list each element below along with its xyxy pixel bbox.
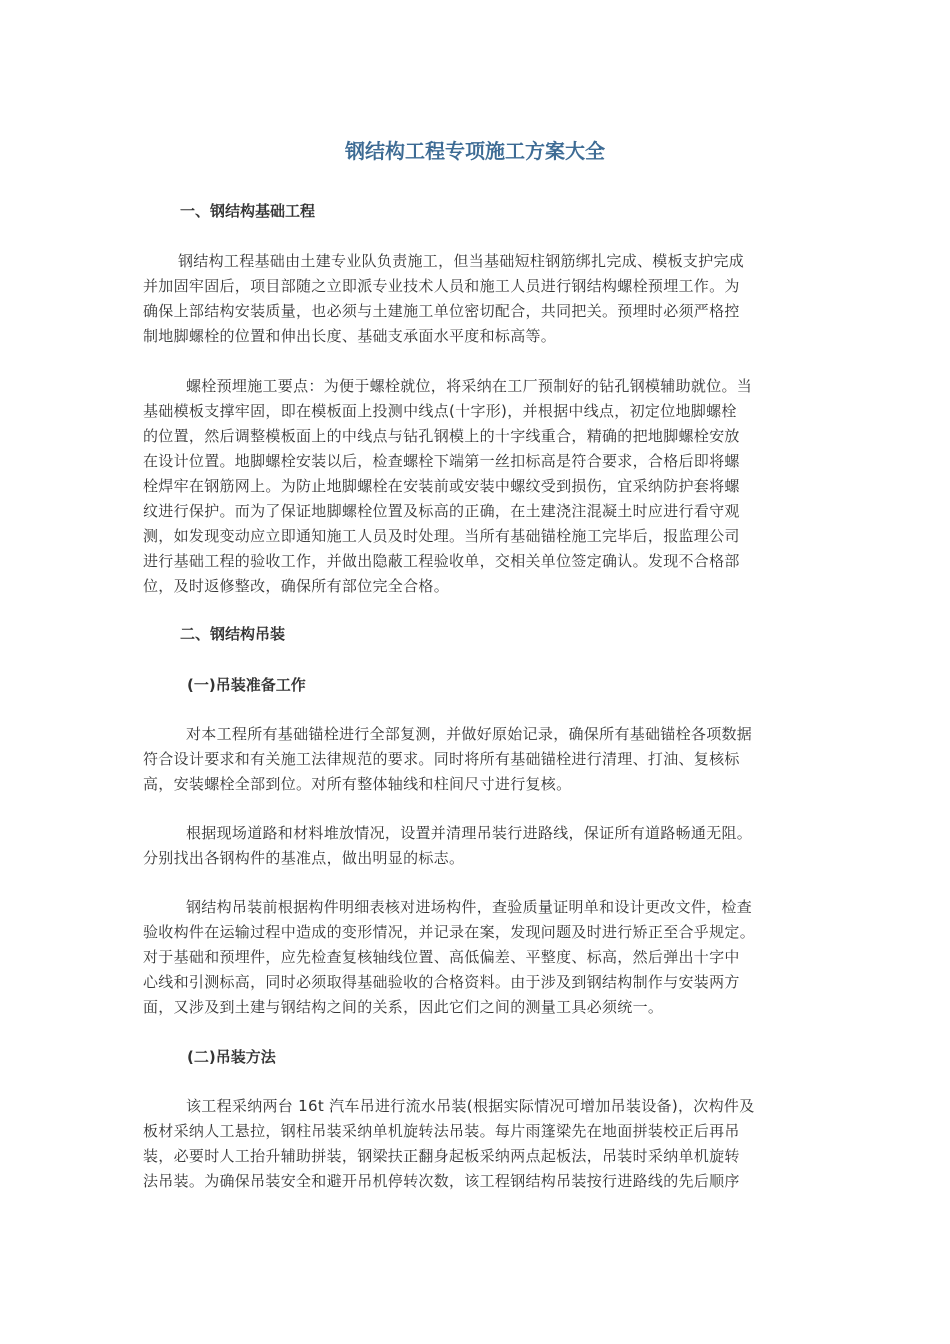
- paragraph-line: 在设计位置。地脚螺栓安装以后，检查螺栓下端第一丝扣标高是符合要求，合格后即将螺: [143, 452, 740, 470]
- section-heading-foundation: 一、钢结构基础工程: [180, 202, 316, 220]
- paragraph-line: 心线和引测标高，同时必须取得基础验收的合格资料。由于涉及到钢结构制作与安装两方: [143, 973, 740, 991]
- paragraph-hoisting-method: [143, 1094, 807, 1194]
- paragraph-line: 面，又涉及到土建与钢结构之间的关系，因此它们之间的测量工具必须统一。: [143, 998, 664, 1016]
- paragraph-line: 的位置，然后调整模板面上的中线点与钻孔钢模上的十字线重合，精确的把地脚螺栓安放: [143, 427, 740, 445]
- paragraph-line: 验收构件在运输过程中造成的变形情况，并记录在案，发现问题及时进行矫正至合乎规定。: [143, 923, 756, 941]
- paragraph-line: 根据现场道路和材料堆放情况，设置并清理吊装行进路线，保证所有道路畅通无阻。: [186, 824, 753, 842]
- subsection-heading-method: (二)吊装方法: [187, 1048, 276, 1066]
- paragraph-line: 进行基础工程的验收工作，并做出隐蔽工程验收单，交相关单位签定确认。发现不合格部: [143, 552, 740, 570]
- paragraph-line: 基础模板支撑牢固，即在模板面上投测中线点(十字形)，并根据中线点，初定位地脚螺栓: [143, 402, 737, 420]
- document-title: 钢结构工程专项施工方案大全: [345, 139, 605, 163]
- paragraph-line: 该工程采纳两台 16t 汽车吊进行流水吊装(根据实际情况可增加吊装设备)，次构件及: [186, 1097, 755, 1115]
- paragraph-line: 钢结构吊装前根据构件明细表核对进场构件，查验质量证明单和设计更改文件，检查: [186, 898, 753, 916]
- paragraph-line: 装，必要时人工抬升辅助拼装，钢梁扶正翻身起板采纳两点起板法，吊装时采纳单机旋转: [143, 1147, 740, 1165]
- paragraph-line: 并加固牢固后，项目部随之立即派专业技术人员和施工人员进行钢结构螺栓预埋工作。为: [143, 277, 740, 295]
- paragraph-line: 高，安装螺栓全部到位。对所有整体轴线和柱间尺寸进行复核。: [143, 775, 572, 793]
- paragraph-line: 钢结构工程基础由土建专业队负责施工，但当基础短柱钢筋绑扎完成、模板支护完成: [178, 252, 745, 270]
- paragraph-line: 制地脚螺栓的位置和伸出长度、基础支承面水平度和标高等。: [143, 327, 557, 345]
- paragraph-line: 对于基础和预埋件，应先检查复核轴线位置、高低偏差、平整度、标高，然后弹出十字中: [143, 948, 740, 966]
- paragraph-line: 对本工程所有基础锚栓进行全部复测，并做好原始记录，确保所有基础锚栓各项数据: [186, 725, 753, 743]
- subsection-heading-preparation: (一)吊装准备工作: [187, 676, 306, 694]
- paragraph-anchor-retest: [143, 722, 807, 797]
- paragraph-line: 法吊装。为确保吊装安全和避开吊机停转次数，该工程钢结构吊装按行进路线的先后顺序: [143, 1172, 740, 1190]
- paragraph-component-check: [143, 895, 807, 1020]
- section-heading-hoisting: 二、钢结构吊装: [180, 625, 286, 643]
- paragraph-line: 栓焊牢在钢筋网上。为防止地脚螺栓在安装前或安装中螺纹受到损伤，宜采纳防护套将螺: [143, 477, 740, 495]
- paragraph-line: 确保上部结构安装质量，也必须与土建施工单位密切配合，共同把关。预埋时必须严格控: [143, 302, 740, 320]
- paragraph-line: 测，如发现变动应立即通知施工人员及时处理。当所有基础锚栓施工完毕后，报监理公司: [143, 527, 740, 545]
- paragraph-line: 板材采纳人工悬拉，钢柱吊装采纳单机旋转法吊装。每片雨篷梁先在地面拼装校正后再吊: [143, 1122, 740, 1140]
- paragraph-line: 螺栓预埋施工要点：为便于螺栓就位，将采纳在工厂预制好的钻孔钢模辅助就位。当: [186, 377, 753, 395]
- paragraph-foundation-overview: [143, 249, 807, 349]
- paragraph-line: 分别找出各钢构件的基准点，做出明显的标志。: [143, 849, 465, 867]
- paragraph-route-setup: [143, 821, 807, 871]
- paragraph-line: 纹进行保护。而为了保证地脚螺栓位置及标高的正确，在土建浇注混凝土时应进行看守观: [143, 502, 740, 520]
- paragraph-line: 位，及时返修整改，确保所有部位完全合格。: [143, 577, 450, 595]
- paragraph-bolt-embedding: [143, 374, 807, 599]
- paragraph-line: 符合设计要求和有关施工法律规范的要求。同时将所有基础锚栓进行清理、打油、复核标: [143, 750, 740, 768]
